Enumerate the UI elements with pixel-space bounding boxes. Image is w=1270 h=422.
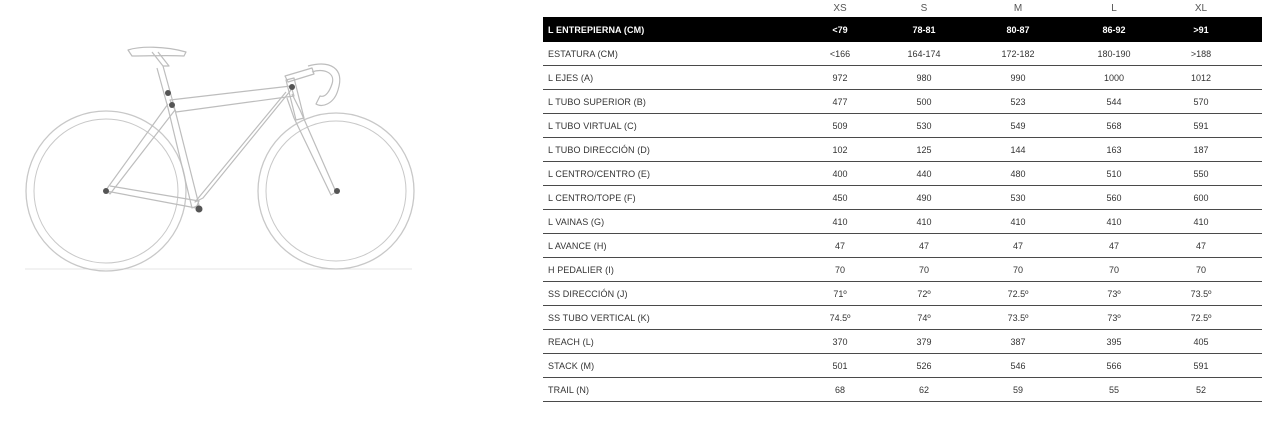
- cell-xs: 102: [832, 144, 848, 155]
- row-label: H PEDALIER (I): [548, 264, 614, 275]
- table-row: [543, 66, 1262, 90]
- cell-xl: 405: [1193, 336, 1209, 347]
- node-head-top: [289, 84, 295, 90]
- cell-m: 530: [1010, 192, 1026, 203]
- cell-xs: 477: [832, 96, 848, 107]
- row-label: L TUBO VIRTUAL (C): [548, 120, 637, 131]
- cell-s: 70: [918, 264, 929, 275]
- row-label: L CENTRO/CENTRO (E): [548, 168, 651, 179]
- row-label: L ENTREPIERNA (CM): [548, 24, 645, 35]
- cell-l: 73º: [1107, 312, 1121, 323]
- cell-m: 144: [1010, 144, 1026, 155]
- table-row: [543, 378, 1262, 402]
- cell-s: 78-81: [912, 24, 936, 35]
- cell-s: 490: [916, 192, 932, 203]
- cell-l: 544: [1106, 96, 1122, 107]
- row-label: SS DIRECCIÓN (J): [548, 288, 628, 299]
- cell-xs: 71º: [833, 288, 847, 299]
- cell-xs: 450: [832, 192, 848, 203]
- row-label: L TUBO SUPERIOR (B): [548, 96, 646, 107]
- cell-xs: 70: [834, 264, 845, 275]
- cell-l: 70: [1108, 264, 1119, 275]
- size-col-s: S: [920, 3, 928, 14]
- frame-nodes: [103, 84, 340, 213]
- cell-l: 163: [1106, 144, 1122, 155]
- cell-s: 164-174: [907, 48, 941, 59]
- cell-s: 47: [918, 240, 929, 251]
- cell-xs: 68: [834, 384, 845, 395]
- size-col-m: M: [1013, 3, 1023, 14]
- cell-m: 72.5º: [1007, 288, 1029, 299]
- cell-xs: 400: [832, 168, 848, 179]
- cell-l: 410: [1106, 216, 1122, 227]
- cell-m: 387: [1010, 336, 1026, 347]
- cell-s: 980: [916, 72, 932, 83]
- row-label: SS TUBO VERTICAL (K): [548, 312, 650, 323]
- cell-xl: 410: [1193, 216, 1209, 227]
- cell-s: 125: [916, 144, 932, 155]
- cell-m: 480: [1010, 168, 1026, 179]
- cell-l: 73º: [1107, 288, 1121, 299]
- cell-m: 523: [1010, 96, 1026, 107]
- table-row: [543, 162, 1262, 186]
- cell-s: 379: [916, 336, 932, 347]
- cell-xl: 550: [1193, 168, 1209, 179]
- cell-m: 410: [1010, 216, 1026, 227]
- table-row: [543, 354, 1262, 378]
- cell-s: 526: [916, 360, 932, 371]
- cell-l: 566: [1106, 360, 1122, 371]
- cell-xs: 501: [832, 360, 848, 371]
- table-row: [543, 114, 1262, 138]
- cell-xl: 47: [1195, 240, 1206, 251]
- cell-m: 549: [1010, 120, 1026, 131]
- node-rear-axle: [103, 188, 109, 194]
- row-label: L EJES (A): [548, 72, 594, 83]
- size-col-l: L: [1111, 3, 1117, 14]
- cell-xs: 972: [832, 72, 848, 83]
- row-label: L CENTRO/TOPE (F): [548, 192, 636, 203]
- cell-xl: 1012: [1190, 72, 1212, 83]
- cell-xs: 47: [834, 240, 845, 251]
- cell-l: 395: [1106, 336, 1122, 347]
- table-row: [543, 258, 1262, 282]
- table-row: [543, 210, 1262, 234]
- cell-xl: 591: [1193, 120, 1209, 131]
- row-label: L AVANCE (H): [548, 240, 607, 251]
- row-label: TRAIL (N): [548, 384, 590, 395]
- row-label: STACK (M): [548, 360, 595, 371]
- table-row: [543, 138, 1262, 162]
- cell-xl: 73.5º: [1190, 288, 1212, 299]
- node-front-axle: [334, 188, 340, 194]
- cell-s: 410: [916, 216, 932, 227]
- cell-l: 180-190: [1097, 48, 1131, 59]
- table-row: [543, 42, 1262, 66]
- table-body: [543, 17, 1262, 402]
- cell-m: 47: [1012, 240, 1023, 251]
- row-label: L VAINAS (G): [548, 216, 605, 227]
- cell-m: 80-87: [1006, 24, 1030, 35]
- size-col-xl: XL: [1194, 3, 1208, 14]
- cell-l: 1000: [1103, 72, 1125, 83]
- cell-l: 568: [1106, 120, 1122, 131]
- cell-s: 440: [916, 168, 932, 179]
- table-row: [543, 282, 1262, 306]
- cell-xs: 509: [832, 120, 848, 131]
- table-row: [543, 330, 1262, 354]
- cell-xl: >91: [1193, 24, 1209, 35]
- cell-l: 86-92: [1102, 24, 1126, 35]
- cell-m: 73.5º: [1007, 312, 1029, 323]
- size-col-xs: XS: [833, 3, 847, 14]
- cell-s: 500: [916, 96, 932, 107]
- row-label: ESTATURA (CM): [548, 48, 618, 59]
- cell-s: 530: [916, 120, 932, 131]
- cell-xl: 52: [1195, 384, 1206, 395]
- node-seat-junction: [165, 90, 171, 96]
- cell-xl: 600: [1193, 192, 1209, 203]
- cell-m: 546: [1010, 360, 1026, 371]
- cell-m: 59: [1012, 384, 1023, 395]
- row-label: REACH (L): [548, 336, 594, 347]
- cell-xl: 70: [1195, 264, 1206, 275]
- geometry-table: [543, 0, 1262, 402]
- table-row: [543, 17, 1262, 42]
- node-seat-cluster: [169, 102, 175, 108]
- cell-xl: 72.5º: [1190, 312, 1212, 323]
- cell-xs: <79: [832, 24, 848, 35]
- table-row: [543, 234, 1262, 258]
- cell-xl: 570: [1193, 96, 1209, 107]
- table-row: [543, 186, 1262, 210]
- table-row: [543, 90, 1262, 114]
- bike-geometry-illustration: [0, 0, 440, 300]
- node-bottom-bracket: [196, 206, 203, 213]
- cell-xl: 591: [1193, 360, 1209, 371]
- cell-xs: 74.5º: [829, 312, 851, 323]
- size-header-row: [543, 0, 1262, 17]
- cell-xl: >188: [1190, 48, 1212, 59]
- cell-s: 74º: [917, 312, 931, 323]
- cell-m: 990: [1010, 72, 1026, 83]
- cell-xs: 410: [832, 216, 848, 227]
- cell-l: 47: [1108, 240, 1119, 251]
- cell-s: 72º: [917, 288, 931, 299]
- cell-l: 560: [1106, 192, 1122, 203]
- cell-xs: 370: [832, 336, 848, 347]
- table-row: [543, 306, 1262, 330]
- row-label: L TUBO DIRECCIÓN (D): [548, 144, 651, 155]
- cell-m: 172-182: [1001, 48, 1035, 59]
- cell-xs: <166: [829, 48, 851, 59]
- cell-l: 55: [1108, 384, 1119, 395]
- cell-xl: 187: [1193, 144, 1209, 155]
- cell-l: 510: [1106, 168, 1122, 179]
- cell-s: 62: [918, 384, 929, 395]
- cell-m: 70: [1012, 264, 1023, 275]
